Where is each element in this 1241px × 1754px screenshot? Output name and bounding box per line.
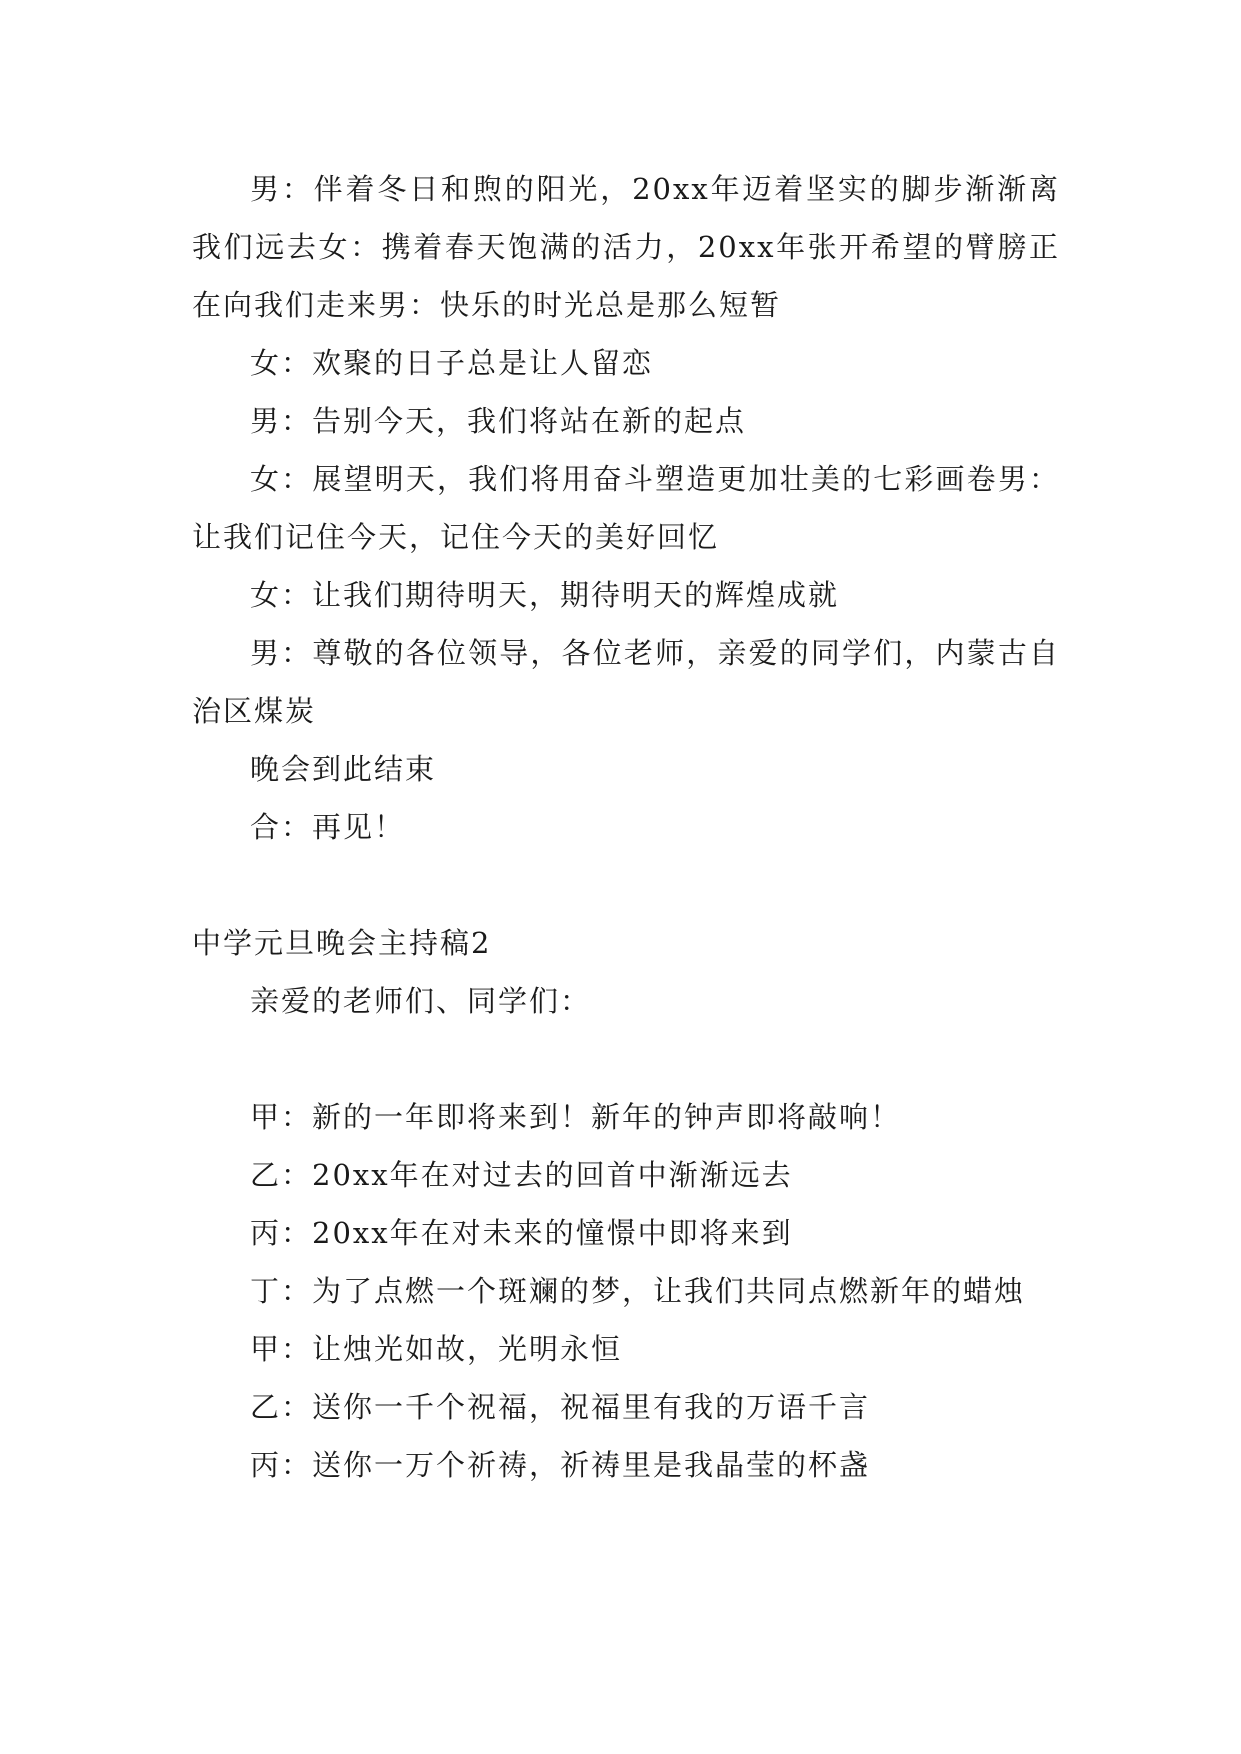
paragraph: 合：再见！ [250,810,406,844]
spacer [192,1030,1060,1088]
paragraph: 男：尊敬的各位领导，各位老师，亲爱的同学们，内蒙古自治区煤炭 [192,636,1060,728]
paragraph: 丙：送你一万个祈祷，祈祷里是我晶莹的杯盏 [250,1448,871,1482]
paragraph: 男：伴着冬日和煦的阳光，20xx年迈着坚实的脚步渐渐离我们远去女：携着春天饱满的活力，20xx年张开希望的臂膀正在向我们走来男：快乐的时光总是那么短暂 [192,172,1060,322]
paragraph: 晚会到此结束 [250,752,437,786]
paragraph: 丁：为了点燃一个斑斓的梦，让我们共同点燃新年的蜡烛 [250,1274,1026,1308]
paragraph: 女：展望明天，我们将用奋斗塑造更加壮美的七彩画卷男：让我们记住今天，记住今天的美好回忆 [192,462,1060,554]
section-title: 中学元旦晚会主持稿2 [192,926,492,960]
paragraph: 乙：20xx年在对过去的回首中渐渐远去 [250,1158,793,1192]
paragraph: 甲：让烛光如故，光明永恒 [250,1332,623,1366]
paragraph: 男：告别今天，我们将站在新的起点 [250,404,747,438]
document-body [192,160,1060,1494]
paragraph: 乙：送你一千个祝福，祝福里有我的万语千言 [250,1390,871,1424]
greeting: 亲爱的老师们、同学们： [250,984,592,1018]
spacer [192,856,1060,914]
paragraph: 女：欢聚的日子总是让人留恋 [250,346,654,380]
paragraph: 女：让我们期待明天，期待明天的辉煌成就 [250,578,840,612]
paragraph: 丙：20xx年在对未来的憧憬中即将来到 [250,1216,793,1250]
paragraph: 甲：新的一年即将来到！新年的钟声即将敲响！ [250,1100,902,1134]
